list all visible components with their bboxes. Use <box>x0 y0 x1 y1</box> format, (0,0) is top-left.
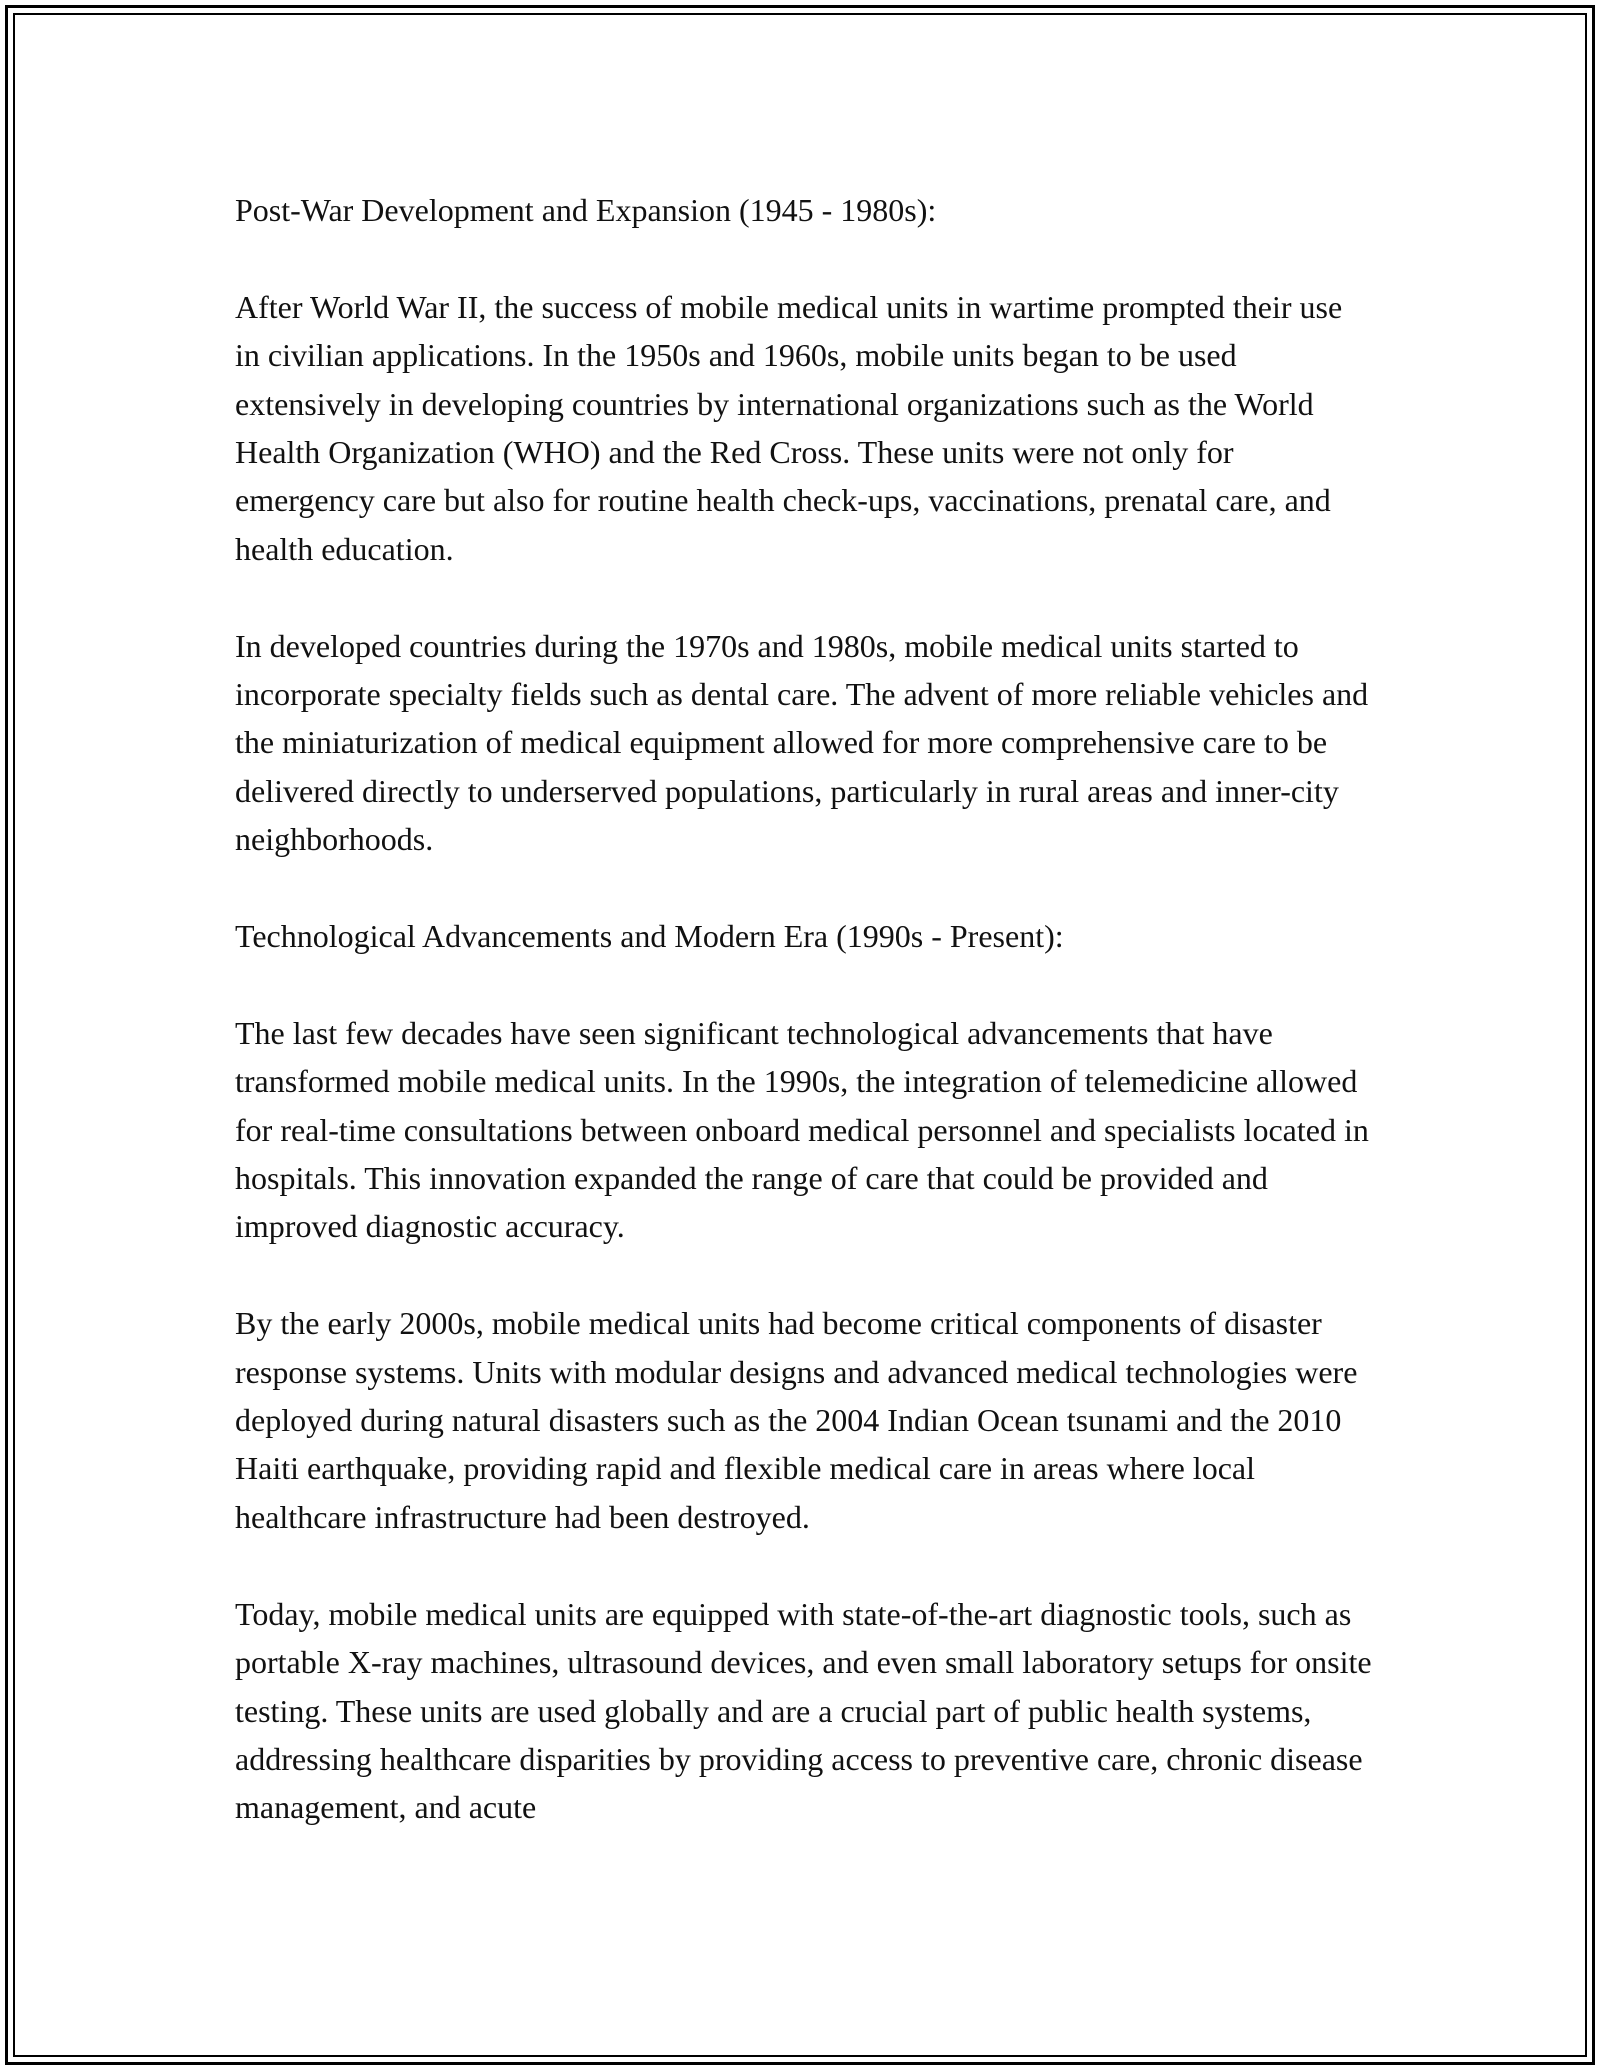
paragraph-civilian-applications: After World War II, the success of mobile medical units in wartime prompted their use in civilian applications. In the 1950s and 1960s, mobile units began to be used extensively in developing countries by international organizations such as the World Health Organization (WHO) and the Red Cross. These units were not only for emergency care but also for routine health check-ups, vaccinations, prenatal care, and health education. <box>235 288 1343 567</box>
paragraph-disaster-response: By the early 2000s, mobile medical units had become critical components of disaster response systems. Units with modular designs and advanced medical technologies were deployed during natural disasters such as the 2004 Indian Ocean tsunami and the 2010 Haiti earthquake, providing rapid and flexible medical care in areas where local healthcare infrastructure had been destroyed. <box>235 1305 1358 1535</box>
paragraph-developed-countries: In developed countries during the 1970s and 1980s, mobile medical units started to incorporate specialty fields such as dental care. The advent of more reliable vehicles and the miniaturization of medical equipment allowed for more comprehensive care to be delivered directly to underserved populations, particularly in rural areas and inner-city neighborhoods. <box>235 627 1369 858</box>
paragraph-telemedicine: The last few decades have seen significant technological advancements that have transformed mobile medical units. In the 1990s, the integration of telemedicine allowed for real-time consultations between onboard medical personnel and specialists located in hospitals. This innovation expanded the range of care that could be provided and improved diagnostic accuracy. <box>235 1014 1369 1245</box>
document-body <box>235 186 1375 1832</box>
section-heading-post-war: Post-War Development and Expansion (1945 - 1980s): <box>235 192 937 228</box>
paragraph-today: Today, mobile medical units are equipped with state-of-the-art diagnostic tools, such as portable X-ray machines, ultrasound devices, and even small laboratory setups for onsite testing. These units are used globally and are a crucial part of public health systems, addressing healthcare disparities by providing access to preventive care, chronic disease management, and acute <box>235 1595 1372 1826</box>
section-heading-modern-era: Technological Advancements and Modern Era (1990s - Present): <box>235 918 1064 955</box>
